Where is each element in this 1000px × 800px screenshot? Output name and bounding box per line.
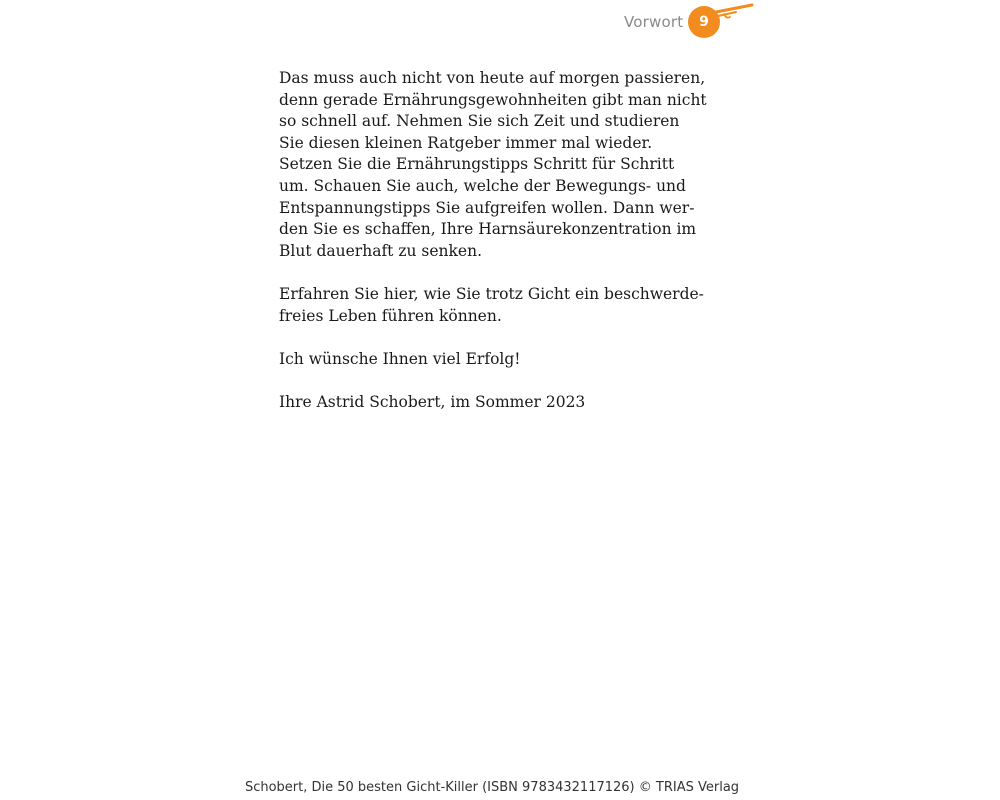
text-line: um. Schauen Sie auch, welche der Bewegungs- und (279, 176, 686, 195)
page-flag-icon (714, 2, 754, 24)
text-line: den Sie es schaffen, Ihre Harnsäurekonzentration im (279, 220, 697, 239)
text-line: denn gerade Ernährungsgewohnheiten gibt man nicht (279, 90, 707, 109)
text-line: Setzen Sie die Ernährungstipps Schritt für Schritt (279, 155, 675, 174)
text-line: Blut dauerhaft zu senken. (279, 241, 482, 260)
body-text (279, 68, 707, 435)
text-line: freies Leben führen können. (279, 306, 502, 325)
footer-citation: Schobert, Die 50 besten Gicht-Killer (ISBN 9783432117126) © TRIAS Verlag (244, 780, 740, 795)
text-line: Erfahren Sie hier, wie Sie trotz Gicht ein beschwerde- (279, 284, 704, 303)
text-line: Ihre Astrid Schobert, im Sommer 2023 (279, 392, 586, 411)
closing-wish (279, 349, 689, 371)
text-line: Ich wünsche Ihnen viel Erfolg! (279, 349, 521, 368)
text-line: Das muss auch nicht von heute auf morgen passieren, (279, 69, 706, 87)
text-line: Entspannungstipps Sie aufgreifen wollen. Dann wer- (279, 198, 695, 217)
section-title: Vorwort (624, 13, 684, 31)
running-head (600, 6, 760, 40)
signature-line (279, 392, 689, 414)
paragraph-2 (279, 284, 704, 327)
text-line: Sie diesen kleinen Ratgeber immer mal wieder. (279, 133, 653, 152)
paragraph-1 (279, 68, 707, 262)
page-number-badge: 9 (688, 6, 720, 38)
text-line: so schnell auf. Nehmen Sie sich Zeit und studieren (279, 112, 680, 131)
